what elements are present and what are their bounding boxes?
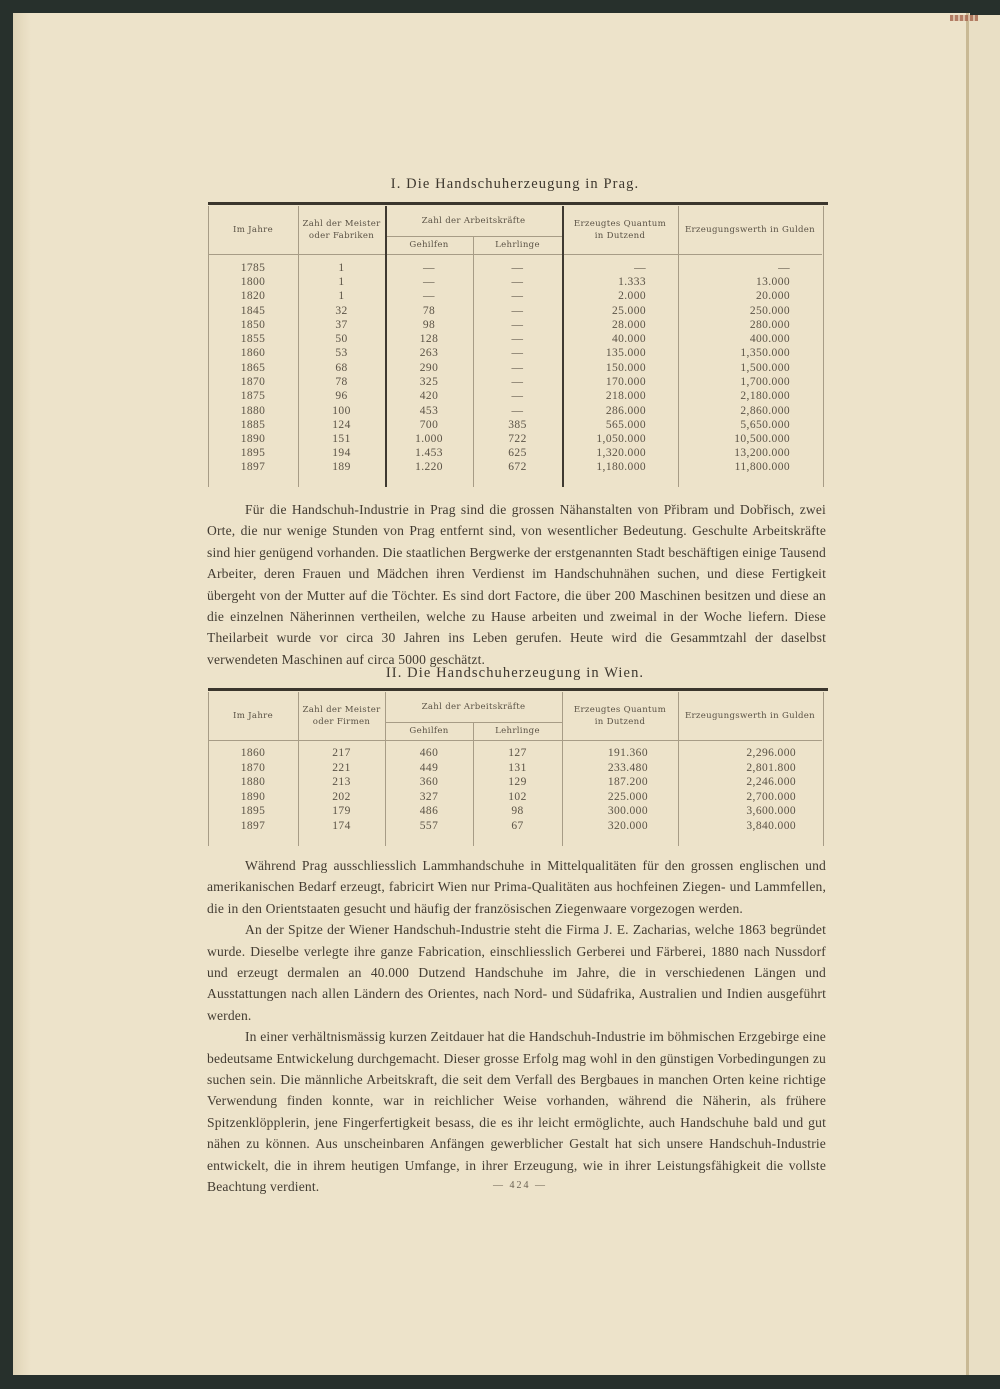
table-row: 1870 78 325 — 170.000 1,700.000 [240,376,790,388]
header-masters: Zahl der Meister oder Firmen [302,705,381,727]
header-year: Im Jahre [233,225,273,235]
table-row: 1880 100 453 — 286.000 2,860.000 [240,405,790,417]
header-lehrlinge: Lehrlinge [495,240,540,250]
header-masters: Zahl der Meister oder Fabriken [302,219,381,241]
table2-top-rule [208,688,828,691]
table-row: 1885 124 700 385 565.000 5,650.000 [240,419,790,431]
table-row: 1860 53 263 — 135.000 1,350.000 [240,347,790,359]
header-gehilfen: Gehilfen [409,726,449,736]
table-row: 1850 37 98 — 28.000 280.000 [240,319,790,331]
body-text-prag [207,499,826,670]
header-workers: Zahl der Arbeitskräfte [421,702,526,712]
table2-title: II. Die Handschuherzeugung in Wien. [385,665,645,681]
table2-header [208,692,822,741]
table-row: 1865 68 290 — 150.000 1,500.000 [240,362,790,374]
table-row: 1855 50 128 — 40.000 400.000 [240,333,790,345]
table-row: 1890 151 1.000 722 1,050.000 10,500.000 [240,433,790,445]
body-text-wien [207,855,826,1198]
paragraph: An der Spitze der Wiener Handschuh-Industrie steht die Firma J. E. Zacharias, welche 1863 begründet wurde. Dieselbe verlegte ihre ganze Fabrication, einschliesslich Gerberei und Färberei, 1880 nach Nussdorf und erzeugt dermalen an 40.000 Dutzend Handschuhe im Jahre, die in verschiedenen Längen und Ausstattungen nach allen Ländern des Orientes, nach Nord- und Südafrika, Australien und Indien ausgeführt werden. [207,922,826,1023]
paragraph: In einer verhältnismässig kurzen Zeitdauer hat die Handschuh-Industrie im böhmischen Erzgebirge eine bedeutsame Entwickelung durchgemacht. Dieser grosse Erfolg mag wohl in den günstigen Vorbedingungen zu suchen sein. Die männliche Arbeitskraft, die seit dem Verfall des Bergbaues in manchen Orten keine richtige Verwendung finden konnte, war in reichlicher Weise vorhanden, während die Näherin, als frühere Spitzenklöpplerin, jene Fingerfertigkeit besass, die es ihr leicht ermöglichte, auch Handschuhe bald und gut nähen zu können. Aus unscheinbaren Anfängen gewerblicher Gestalt hat sich unsere Handschuh-Industrie entwickelt, die in ihrem heutigen Umfange, in ihrer Erzeugung, wie in ihrer Leistungsfähigkeit die vollste Beachtung verdient. [207,1029,826,1195]
paragraph: Während Prag ausschliesslich Lammhandschuhe in Mittelqualitäten für den grossen englischen und amerikanischen Bedarf erzeugt, fabricirt Wien nur Prima-Qualitäten aus hochfeinen Ziegen- und Lammfellen, die in den Orientstaaten gesucht und häufig der französischen Ziegenwaare vorgezogen werden. [207,858,826,916]
page-edge-stack [13,13,31,1375]
header-gehilfen: Gehilfen [409,240,449,250]
paragraph: Für die Handschuh-Industrie in Prag sind die grossen Nähanstalten von Přibram und Dobřisch, zwei Orte, die nur wenige Stunden von Prag entfernt sind, von wesentlicher Bedeutung. Geschulte Arbeitskräfte sind hier genügend vorhanden. Die staatlichen Bergwerke der erstgenannten Stadt beschäftigen einige Tausend Arbeiter, deren Frauen und Mädchen ihren Verdienst im Handschuhnähen suchen, und diese Fertigkeit übergeht von der Mutter auf die Töchter. Es sind dort Factore, die über 200 Maschinen besitzen und diese an die einzelnen Näherinnen vertheilen, welche zu Hause arbeiten und zweimal in der Woche liefern. Diese Theilarbeit wurde vor circa 30 Jahren ins Leben gerufen. Heute wird die Gesammtzahl der daselbst verwendeten Maschinen auf circa 5000 geschätzt. [207,502,826,667]
table-row: 1890 202 327 102 225.000 2,700.000 [240,791,796,803]
table1-header [208,206,822,255]
table2 [208,688,822,846]
table-row: 1860 217 460 127 191.360 2,296.000 [240,747,796,759]
facing-page-edge [969,15,1000,1375]
table-row: 1800 1 — — 1.333 13.000 [240,276,790,288]
table1 [208,202,822,487]
table1-top-rule [208,202,828,205]
table-row: 1880 213 360 129 187.200 2,246.000 [240,776,796,788]
header-workers: Zahl der Arbeitskräfte [421,216,526,226]
header-year: Im Jahre [233,711,273,721]
table-row: 1895 179 486 98 300.000 3,600.000 [240,805,796,817]
header-value: Erzeugungswerth in Gulden [684,225,816,235]
table-row: 1897 174 557 67 320.000 3,840.000 [240,820,796,832]
table-row: 1897 189 1.220 672 1,180.000 11,800.000 [240,461,790,473]
table1-title: I. Die Handschuherzeugung in Prag. [390,176,640,192]
table-row: 1845 32 78 — 25.000 250.000 [240,305,790,317]
header-quantity: Erzeugtes Quantum in Dutzend [573,705,667,727]
table-row: 1870 221 449 131 233.480 2,801.800 [240,762,796,774]
table-row: 1895 194 1.453 625 1,320.000 13,200.000 [240,447,790,459]
header-quantity: Erzeugtes Quantum in Dutzend [573,219,667,241]
page-edge-stain [950,15,978,21]
header-value: Erzeugungswerth in Gulden [684,711,816,721]
table-row: 1820 1 — — 2.000 20.000 [240,290,790,302]
page-number: — 424 — [493,1180,547,1191]
header-lehrlinge: Lehrlinge [495,726,540,736]
table-row: 1785 1 — — — — [240,262,790,274]
table-row: 1875 96 420 — 218.000 2,180.000 [240,390,790,402]
